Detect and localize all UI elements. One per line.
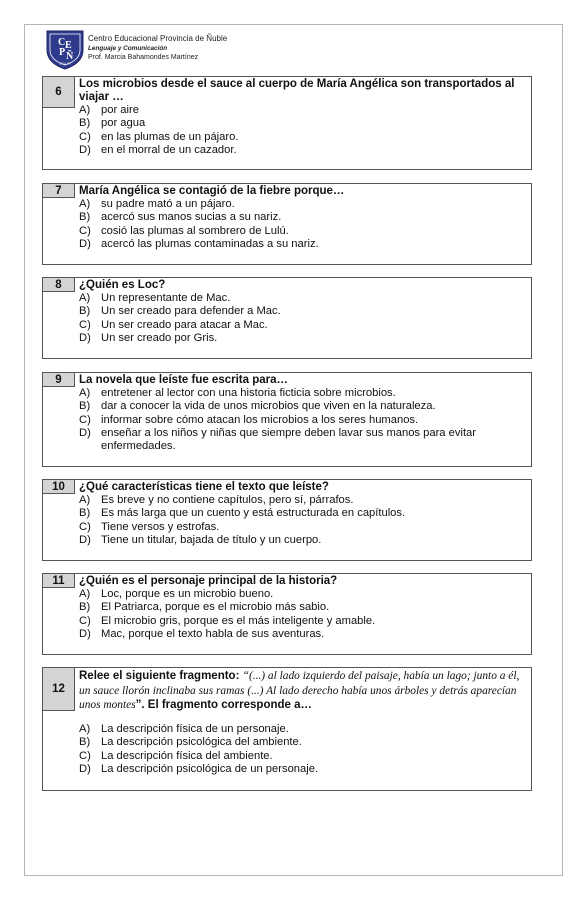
question-title: ¿Quién es el personaje principal de la historia? <box>79 575 338 587</box>
title-prefix: Relee el siguiente fragmento: <box>79 670 240 682</box>
svg-text:E: E <box>65 40 72 51</box>
option-b: B) por agua <box>79 117 146 130</box>
options-list <box>79 723 525 776</box>
question-11 <box>42 573 532 655</box>
question-title: ¿Qué características tiene el texto que leíste? <box>79 481 329 493</box>
option-b: B) La descripción psicológica del ambiente. <box>79 736 302 749</box>
question-number: 6 <box>43 77 75 108</box>
option-c: C) Un ser creado para atacar a Mac. <box>79 318 268 331</box>
option-d: D) Tiene un titular, bajada de título y un cuerpo. <box>79 533 322 546</box>
question-title <box>79 669 525 713</box>
quoted-fragment: “(...) al lado izquierdo del paisaje, había un lago; junto a él, un sauce llorón inclinaba sus ramas (...) Al lado derecho había unos árboles y detrás aparecían unos montes <box>79 670 520 711</box>
options-list <box>79 387 525 453</box>
question-title: ¿Quién es Loc? <box>79 279 166 291</box>
school-name: Centro Educacional Provincia de Ñuble <box>88 34 228 43</box>
option-a: A) Un representante de Mac. <box>79 292 231 304</box>
question-9 <box>42 372 532 467</box>
question-7 <box>42 183 532 265</box>
question-title: Los microbios desde el sauce al cuerpo de María Angélica son transportados al viajar … <box>79 78 515 103</box>
teacher-name: Prof. Marcia Bahamondes Martínez <box>88 54 199 61</box>
options-list <box>79 494 525 547</box>
question-number: 12 <box>43 668 75 711</box>
question-number: 8 <box>43 278 75 292</box>
question-number: 10 <box>43 480 75 494</box>
option-b: B) El Patriarca, porque es el microbio más sabio. <box>79 601 330 614</box>
question-6 <box>42 76 532 170</box>
question-8 <box>42 277 532 359</box>
title-suffix: ”. El fragmento corresponde a… <box>135 699 313 711</box>
school-info <box>88 34 308 62</box>
option-d: D) La descripción psicológica de un personaje. <box>79 762 319 775</box>
option-b: B) Un ser creado para defender a Mac. <box>79 305 281 318</box>
option-a: A) Es breve y no contiene capítulos, pero sí, párrafos. <box>79 494 354 506</box>
question-10 <box>42 479 532 561</box>
option-b: B) acercó sus manos sucias a su nariz. <box>79 211 282 224</box>
options-list <box>79 292 525 345</box>
option-a: A) su padre mató a un pájaro. <box>79 198 235 210</box>
option-d: D) enseñar a los niños y niñas que siempre deben lavar sus manos para evitar enfermedades. <box>79 426 476 453</box>
school-logo-icon <box>44 28 86 70</box>
svg-text:CHILLÁN: CHILLÁN <box>59 62 71 66</box>
svg-text:P: P <box>59 47 66 58</box>
logo-letter-c: C <box>58 37 66 48</box>
question-number: 9 <box>43 373 75 387</box>
option-a: A) entretener al lector con una historia ficticia sobre microbios. <box>79 387 396 399</box>
option-c: C) informar sobre cómo atacan los microbios a los seres humanos. <box>79 413 419 426</box>
subject-name: Lenguaje y Comunicación <box>88 45 168 52</box>
option-d: D) acercó las plumas contaminadas a su nariz. <box>79 237 319 250</box>
option-c: C) El microbio gris, porque es el más inteligente y amable. <box>79 614 376 627</box>
question-title: La novela que leíste fue escrita para… <box>79 374 288 386</box>
option-d: D) en el morral de un cazador. <box>79 143 237 156</box>
options-list <box>79 104 525 157</box>
option-a: A) La descripción física de un personaje. <box>79 723 289 735</box>
option-a: A) por aire <box>79 104 139 116</box>
option-d: D) Un ser creado por Gris. <box>79 331 218 344</box>
option-c: C) en las plumas de un pájaro. <box>79 130 239 143</box>
option-a: A) Loc, porque es un microbio bueno. <box>79 588 274 600</box>
options-list <box>79 198 525 251</box>
option-d: D) Mac, porque el texto habla de sus aventuras. <box>79 627 325 640</box>
option-c: C) La descripción física del ambiente. <box>79 749 273 762</box>
option-b: B) Es más larga que un cuento y está estructurada en capítulos. <box>79 507 406 520</box>
question-12 <box>42 667 532 791</box>
options-list <box>79 588 525 641</box>
question-title: María Angélica se contagió de la fiebre porque… <box>79 185 345 197</box>
question-number: 11 <box>43 574 75 588</box>
question-number: 7 <box>43 184 75 198</box>
svg-text:Ñ: Ñ <box>66 51 74 62</box>
option-c: C) Tiene versos y estrofas. <box>79 520 220 533</box>
option-b: B) dar a conocer la vida de unos microbios que viven en la naturaleza. <box>79 400 436 413</box>
option-c: C) cosió las plumas al sombrero de Lulú. <box>79 224 289 237</box>
